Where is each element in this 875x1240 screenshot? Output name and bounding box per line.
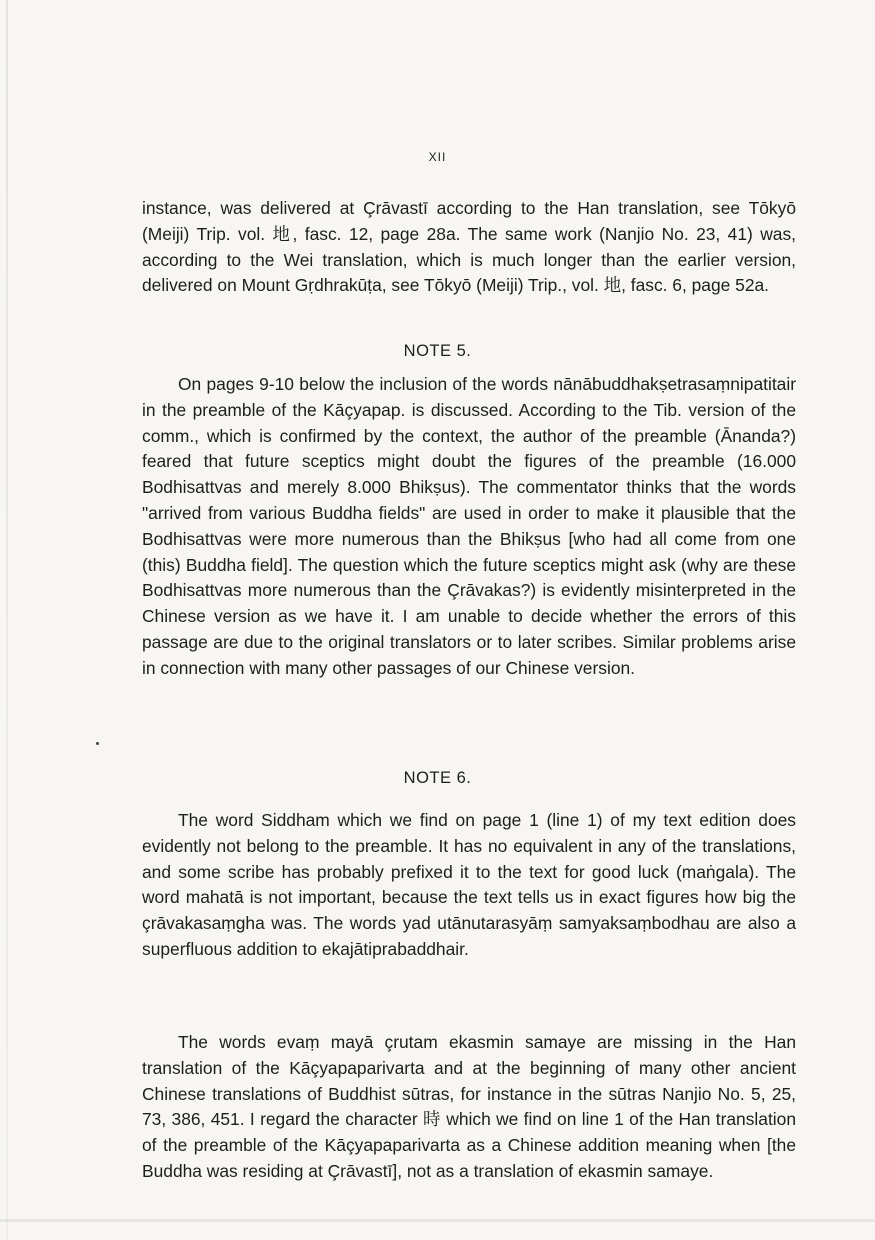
note-6-block-2: [142, 1030, 796, 1185]
note-6-block-1: [142, 808, 796, 963]
note-5-block: [142, 372, 796, 682]
note-5-paragraph: On pages 9-10 below the inclusion of the words nānābuddhakṣetrasaṃnipatitair in the preamble of the Kāçyapap. is discussed. According to the Tib. version of the comm., which is confirmed by the context, the author of the preamble (Ānanda?) feared that future sceptics might doubt the figures of the preamble (16.000 Bodhisattvas and merely 8.000 Bhikṣus). The commentator thinks that the words "arrived from various Buddha fields" are used in order to make it plausible that the Bodhisattvas were more numerous than the Bhikṣus [who had all come from one (this) Buddha field]. The question which the future sceptics might ask (why are these Bodhisattvas more numerous than the Çrāvakas?) is evidently misinterpreted in the Chinese version as we have it. I am unable to decide whether the errors of this passage are due to the original translators or to later scribes. Similar problems arise in connection with many other passages of our Chinese version.: [142, 374, 796, 678]
page-number: XII: [428, 150, 447, 164]
scan-edge-bottom: [0, 1219, 875, 1222]
scan-speck: [96, 742, 99, 745]
note-6-paragraph-2: The words evaṃ mayā çrutam ekasmin samaye are missing in the Han translation of the Kāçyapaparivarta and at the beginning of many other ancient Chinese translations of Buddhist sūtras, for instance in the sūtras Nanjio No. 5, 25, 73, 386, 451. I regard the character 時 which we find on line 1 of the Han translation of the preamble of the Kāçyapaparivarta as a Chinese addition meaning when [the Buddha was residing at Çrāvastī], not as a translation of ekasmin samaye.: [142, 1032, 796, 1181]
scan-edge-left: [6, 0, 8, 1240]
note-6-paragraph-1: The word Siddham which we find on page 1 (line 1) of my text edition does evidently not belong to the preamble. It has no equivalent in any of the translations, and some scribe has probably prefixed it to the text for good luck (maṅgala). The word mahatā is not important, because the text tells us in exact figures how big the çrāvakasaṃgha was. The words yad utānutarasyāṃ samyaksaṃbodhau are also a superfluous addition to ekajātiprabaddhair.: [142, 810, 796, 959]
intro-block: [142, 196, 796, 299]
intro-paragraph: instance, was delivered at Çrāvastī according to the Han translation, see Tōkyō (Meiji) Trip. vol. 地, fasc. 12, page 28a. The same work (Nanjio No. 23, 41) was, according to the Wei translation, which is much longer than the earlier version, delivered on Mount Gṛdhrakūṭa, see Tōkyō (Meiji) Trip., vol. 地, fasc. 6, page 52a.: [142, 198, 796, 296]
note-6-heading: NOTE 6.: [403, 769, 472, 787]
note-5-heading: NOTE 5.: [403, 342, 472, 360]
